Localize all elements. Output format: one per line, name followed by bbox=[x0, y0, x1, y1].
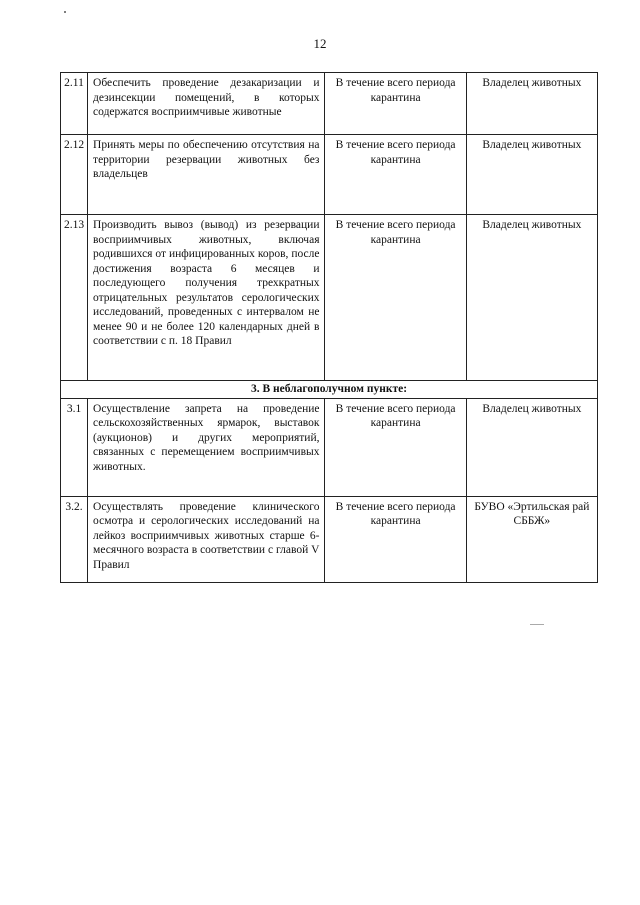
row-number: 2.13 bbox=[61, 215, 88, 381]
measures-table bbox=[60, 72, 598, 583]
measure-responsible: Владелец животных bbox=[466, 398, 597, 496]
table-row bbox=[61, 73, 598, 135]
section-title: 3. В неблагополучном пункте: bbox=[61, 381, 598, 399]
row-number: 2.11 bbox=[61, 73, 88, 135]
measure-text: Осуществление запрета на проведение сельскохозяйственных ярмарок, выставок (аукционов) и других мероприятий, связанных с перемещением восприимчивых животных. bbox=[88, 398, 325, 496]
measure-responsible: Владелец животных bbox=[466, 73, 597, 135]
table-row bbox=[61, 398, 598, 496]
measure-text: Обеспечить проведение дезакаризации и дезинсекции помещений, в которых содержатся восприимчивые животные bbox=[88, 73, 325, 135]
scan-speck bbox=[64, 11, 66, 13]
measure-term: В течение всего периода карантина bbox=[325, 135, 466, 215]
table-row bbox=[61, 215, 598, 381]
measure-text: Принять меры по обеспечению отсутствия на территории резервации животных без владельцев bbox=[88, 135, 325, 215]
table-row bbox=[61, 135, 598, 215]
row-number: 3.2. bbox=[61, 496, 88, 582]
measure-text: Осуществлять проведение клинического осмотра и серологических исследований на лейкоз восприимчивых животных старше 6-месячного возраста в соответствии с главой V Правил bbox=[88, 496, 325, 582]
measure-responsible: Владелец животных bbox=[466, 135, 597, 215]
row-number: 3.1 bbox=[61, 398, 88, 496]
measure-term: В течение всего периода карантина bbox=[325, 496, 466, 582]
measure-term: В течение всего периода карантина bbox=[325, 215, 466, 381]
measure-text: Производить вывоз (вывод) из резервации восприимчивых животных, включая родившихся от инфицированных коров, после достижения возраста 6 месяцев и последующего получения трехкратных отрицательных результатов серологических исследований, проведенных с интервалом не менее 90 и не более 120 календарных дней в соответствии с п. 18 Правил bbox=[88, 215, 325, 381]
row-number: 2.12 bbox=[61, 135, 88, 215]
measure-responsible: БУВО «Эртильская рай СББЖ» bbox=[466, 496, 597, 582]
measure-responsible: Владелец животных bbox=[466, 215, 597, 381]
measure-term: В течение всего периода карантина bbox=[325, 398, 466, 496]
section-header-row bbox=[61, 381, 598, 399]
scan-mark bbox=[530, 624, 544, 625]
measure-term: В течение всего периода карантина bbox=[325, 73, 466, 135]
page-number: 12 bbox=[313, 36, 327, 51]
table-row bbox=[61, 496, 598, 582]
